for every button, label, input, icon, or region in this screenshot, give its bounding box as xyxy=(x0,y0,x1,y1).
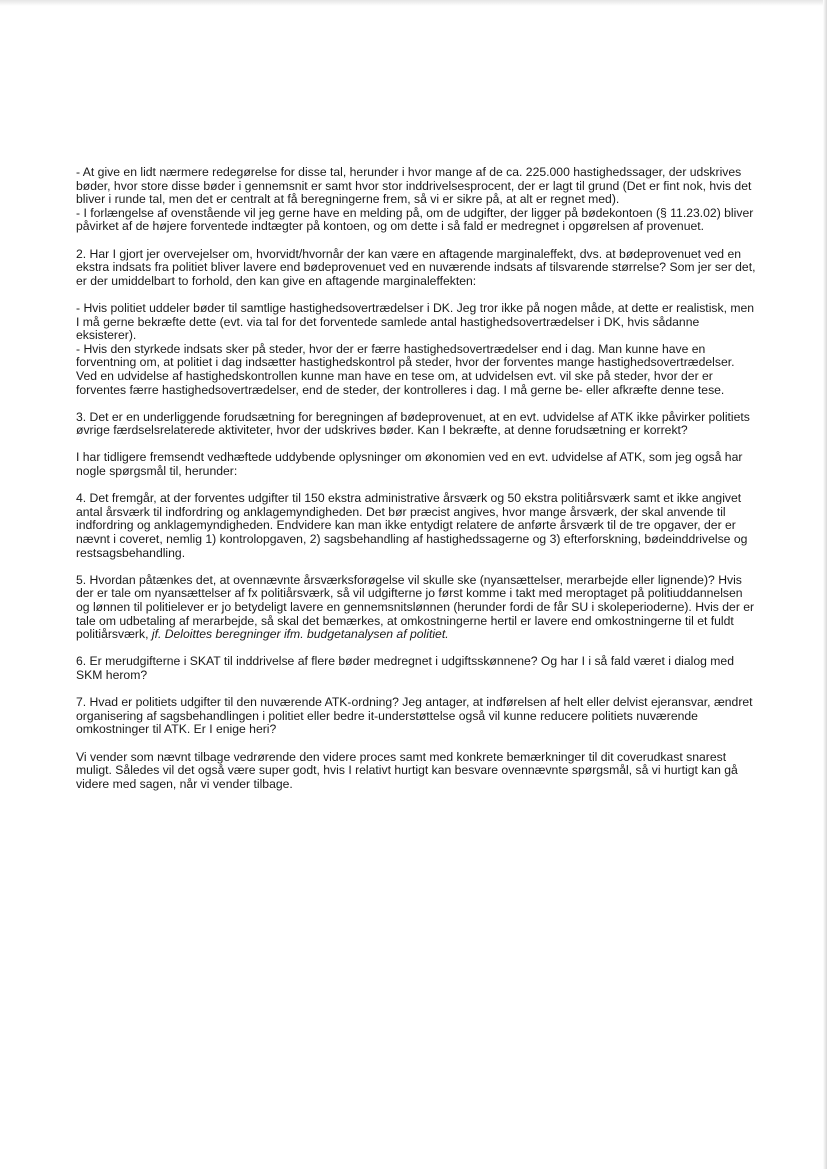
scan-edge-right xyxy=(823,0,827,1169)
paragraph-question-5 xyxy=(76,574,758,642)
paragraph-question-2: 2. Har I gjort jer overvejelser om, hvorvidt/hvornår der kan være en aftagende marginaleffekt, dvs. at bødeprovenuet ved en ekstra indsats fra politiet bliver lavere end bødeprovenuet ved en nuværende indsats af tilsvarende størrelse? Som jer ser det, er der umiddelbart to forhold, den kan give en aftagende marginaleffekten: xyxy=(76,246,756,288)
paragraph-question-7: 7. Hvad er politiets udgifter til den nuværende ATK-ordning? Jeg antager, at indførelsen af helt eller delvist ejeransvar, ændret organisering af sagsbehandlingen i politiet eller bedre it-understøttelse også vil kunne reducere politiets nuværende omkostninger til ATK. Er I enige heri? xyxy=(76,695,753,737)
paragraph-intro-attachment: I har tidligere fremsendt vedhæftede uddybende oplysninger om økonomien ved en evt. udvidelse af ATK, som jeg også har nogle spørgsmål til, herunder: xyxy=(76,450,743,479)
scan-edge-top xyxy=(0,0,827,6)
paragraph-question-3: 3. Det er en underliggende forudsætning for beregningen af bødeprovenuet, at en evt. udvidelse af ATK ikke påvirker politiets øvrige færdselsrelaterede aktiviteter, hvor der udskrives bøder. Kan I bekræfte, at denne forudsætning er korrekt? xyxy=(76,409,750,438)
paragraph-bullet-fine-account: - I forlængelse af ovenstående vil jeg gerne have en melding på, om de udgifter, der ligger på bødekontoen (§ 11.23.02) bliver påvirket af de højere forventede indtægter på kontoen, og om dette i så fald er medregnet i opgørelsen af provenuet. xyxy=(76,205,754,234)
paragraph-bullet-figures: - At give en lidt nærmere redegørelse for disse tal, herunder i hvor mange af de ca. 225.000 hastighedssager, der udskrives bøder, hvor store disse bøder i gennemsnit er samt hvor stor inddrivelsesprocent, der er lagt til grund (Det er fint nok, hvis det bliver i runde tal, men det er centralt at få beregningerne frem, så vi er sikre på, at alt er regnet med). xyxy=(76,165,752,207)
paragraph-question-5-emphasis: jf. Deloittes beregninger ifm. budgetanalysen af politiet. xyxy=(151,627,449,642)
paragraph-bullet-all-violations: - Hvis politiet uddeler bøder til samtlige hastighedsovertrædelser i DK. Jeg tror ikke på nogen måde, at dette er realistisk, men I må gerne bekræfte dette (evt. via tal for det forventede samlede antal hastighedsovertrædelser i DK, hvis sådanne eksisterer). xyxy=(76,300,755,343)
paragraph-closing: Vi vender som nævnt tilbage vedrørende den videre proces samt med konkrete bemærkninger til dit coverudkast snarest muligt. Således vil det også være super godt, hvis I relativt hurtigt kan besvare ovennævnte spørgsmål, så vi hurtigt kan gå videre med sagen, når vi vender tilbage. xyxy=(76,749,738,791)
paragraph-question-6: 6. Er merudgifterne i SKAT til inddrivelse af flere bøder medregnet i udgiftsskønnene? Og har I i så fald været i dialog med SKM herom? xyxy=(76,654,734,682)
paragraph-bullet-fewer-violations: - Hvis den styrkede indsats sker på steder, hvor der er færre hastighedsovertrædelser end i dag. Man kunne have en forventning om, at politiet i dag indsætter hastighedskontrol på steder, hvor der forventes mange hastighedsovertrædelser. Ved en udvidelse af hastighedskontrollen kunne man have en tese om, at udvidelsen evt. vil ske på steder, hvor der er forventes færre hastighedsovertrædelser, end de steder, der kontrolleres i dag. I må gerne be- eller afkræfte denne tese. xyxy=(76,341,735,397)
document-body xyxy=(76,166,758,805)
paragraph-question-5-text: 5. Hvordan påtænkes det, at ovennævnte årsværksforøgelse vil skulle ske (nyansættelser, merarbejde eller lignende)? Hvis der er tale om nyansættelser af fx politiårsværk, så vil udgifterne jo først komme i takt med meroptaget på politiuddannelsen og lønnen til politielever er jo betydeligt lavere en gennemsnitslønnen (herunder fordi de får SU i skoleperioderne). Hvis der er tale om udbetaling af merarbejde, så skal det bemærkes, at omkostningerne hertil er lavere end omkostningerne til et fuldt politiårsværk, xyxy=(76,572,755,642)
paragraph-question-4: 4. Det fremgår, at der forventes udgifter til 150 ekstra administrative årsværk og 50 ekstra politiårsværk samt et ikke angivet antal årsværk til indfordring og anklagemyndigheden. Det bør præcist angives, hvor mange årsværk, der skal anvende til indfordring og anklagemyndigheden. Endvidere kan man ikke entydigt relatere de anførte årsværk til de tre opgaver, der er nævnt i coveret, nemlig 1) kontrolopgaven, 2) sagsbehandling af hastighedssagerne og 3) efterforskning, bødeinddrivelse og restsagsbehandling. xyxy=(76,491,748,560)
